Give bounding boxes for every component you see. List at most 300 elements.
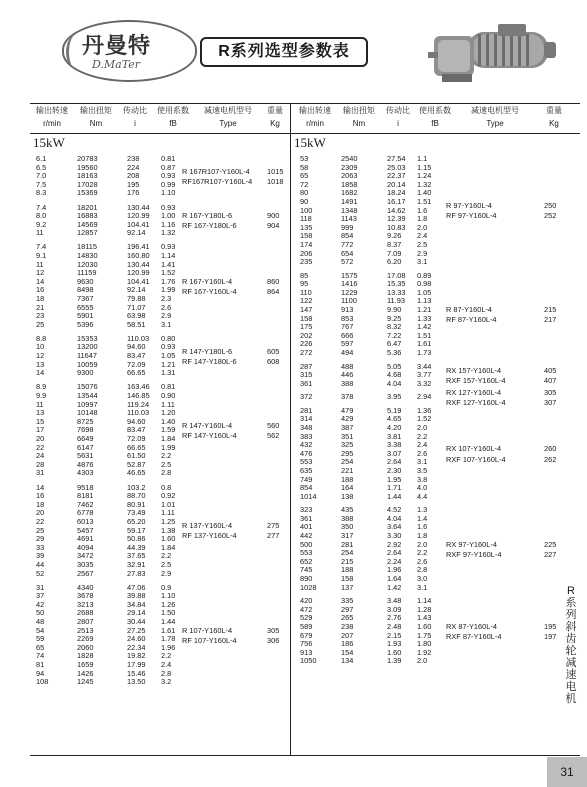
spec-group	[30, 204, 290, 238]
right-table-body	[291, 134, 580, 756]
speed-cell: 235	[300, 257, 313, 267]
table-row	[30, 383, 290, 392]
torque-cell: 3035	[77, 559, 94, 569]
torque-cell: 8181	[77, 491, 94, 501]
speed-cell: 372	[300, 392, 313, 402]
table-row	[30, 369, 290, 378]
speed-cell: 8.0	[36, 211, 47, 221]
table-row	[30, 627, 290, 636]
table-row	[291, 558, 580, 567]
col-factor	[415, 106, 455, 129]
motor-type: R 97-Y160L-4	[446, 201, 493, 211]
ratio-cell: 22.37	[387, 171, 406, 181]
col-ratio-unit: i	[397, 119, 399, 128]
ratio-cell: 110.03	[127, 408, 150, 418]
torque-cell: 1659	[77, 659, 94, 669]
torque-cell: 6147	[77, 442, 94, 452]
speed-cell: 745	[300, 565, 313, 575]
speed-cell: 110	[300, 287, 312, 297]
speed-cell: 20	[36, 433, 45, 443]
speed-cell: 39	[36, 551, 45, 561]
spec-group	[30, 383, 290, 478]
factor-cell: 1.60	[417, 621, 432, 631]
factor-cell: 1.50	[161, 608, 176, 618]
torque-cell: 4340	[77, 582, 94, 592]
speed-cell: 122	[300, 296, 313, 306]
speed-cell: 50	[36, 608, 45, 618]
speed-cell: 315	[300, 370, 313, 380]
factor-cell: 1.26	[161, 599, 176, 609]
ratio-cell: 2.92	[387, 539, 402, 549]
factor-cell: 1.20	[161, 408, 176, 418]
table-row	[30, 661, 290, 670]
factor-cell: 1.14	[161, 250, 176, 260]
motor-type: RF 137-Y160L-4	[182, 531, 237, 541]
motor-type: RXF 97-Y160L-4	[446, 549, 502, 559]
factor-cell: 1.6	[417, 522, 428, 532]
table-row	[291, 272, 580, 281]
torque-cell: 10148	[77, 408, 98, 418]
factor-cell: 1.99	[161, 285, 176, 295]
speed-cell: 16	[36, 491, 45, 501]
torque-cell: 3213	[77, 599, 94, 609]
factor-cell: 1.21	[417, 305, 432, 315]
factor-cell: 1.76	[161, 276, 176, 286]
col-weight	[262, 106, 288, 129]
factor-cell: 0.9	[161, 582, 172, 592]
motor-weight: 195	[544, 621, 557, 631]
ratio-cell: 7.22	[387, 330, 402, 340]
torque-cell: 1682	[341, 188, 358, 198]
table-row	[30, 469, 290, 478]
motor-type: RF 147-Y160L-4	[182, 431, 237, 441]
factor-cell: 0.99	[161, 179, 176, 189]
speed-cell: 74	[36, 651, 45, 661]
ratio-cell: 14.62	[387, 205, 406, 215]
table-row	[30, 155, 290, 164]
ratio-cell: 2.64	[387, 457, 402, 467]
torque-cell: 18201	[77, 202, 98, 212]
ratio-cell: 4.52	[387, 505, 402, 515]
table-row	[291, 649, 580, 658]
ratio-cell: 27.54	[387, 154, 406, 163]
motor-type: RXF 107-Y160L-4	[446, 454, 506, 464]
col-ratio-unit: i	[134, 119, 136, 128]
table-row	[30, 426, 290, 435]
ratio-cell: 104.41	[127, 276, 150, 286]
ratio-cell: 59.17	[127, 525, 146, 535]
torque-cell: 854	[341, 231, 354, 241]
table-row	[30, 444, 290, 453]
speed-cell: 11	[36, 259, 44, 269]
table-row	[291, 415, 580, 424]
ratio-cell: 4.20	[387, 422, 402, 432]
ratio-cell: 39.88	[127, 591, 146, 601]
speed-cell: 90	[300, 197, 309, 206]
ratio-cell: 1.44	[387, 491, 402, 501]
ratio-cell: 83.47	[127, 425, 146, 435]
motor-type: RF 167-Y160L-4	[182, 286, 237, 296]
col-weight-unit: Kg	[270, 119, 280, 128]
ratio-cell: 195	[127, 179, 140, 189]
torque-cell: 1426	[77, 668, 94, 678]
motor-type: R 107-Y160L-4	[182, 625, 233, 635]
factor-cell: 1.60	[161, 534, 176, 544]
ratio-cell: 103.2	[127, 482, 146, 492]
speed-cell: 44	[36, 559, 45, 569]
torque-cell: 654	[341, 248, 354, 258]
motor-weight: 305	[267, 625, 280, 635]
ratio-cell: 110.03	[127, 333, 150, 343]
speed-cell: 281	[300, 405, 313, 415]
table-row	[30, 335, 290, 344]
speed-cell: 652	[300, 556, 313, 566]
table-row	[30, 461, 290, 470]
motor-weight: 1018	[267, 177, 284, 186]
ratio-cell: 196.41	[127, 242, 150, 252]
table-row	[291, 181, 580, 190]
table-row	[30, 644, 290, 653]
torque-cell: 4094	[77, 542, 94, 552]
motor-weight: 860	[267, 276, 280, 286]
ratio-cell: 163.46	[127, 382, 150, 392]
speed-cell: 361	[300, 513, 313, 523]
ratio-cell: 238	[127, 154, 140, 163]
ratio-cell: 146.85	[127, 390, 150, 400]
table-row	[291, 332, 580, 341]
motor-weight: 275	[267, 521, 280, 531]
torque-cell: 14569	[77, 219, 98, 229]
torque-cell: 772	[341, 240, 354, 249]
speed-cell: 59	[36, 634, 45, 644]
factor-cell: 2.2	[161, 451, 172, 461]
ratio-cell: 13.50	[127, 677, 146, 687]
motor-type: R 137-Y160L-4	[182, 521, 233, 531]
speed-cell: 432	[300, 440, 313, 450]
factor-cell: 0.93	[161, 202, 176, 212]
torque-cell: 1348	[341, 205, 358, 215]
speed-cell: 553	[300, 548, 313, 558]
speed-cell: 175	[300, 322, 313, 332]
factor-cell: 1.11	[161, 508, 175, 518]
factor-cell: 1.40	[161, 416, 176, 426]
factor-cell: 0.8	[161, 482, 172, 492]
torque-cell: 2063	[341, 171, 358, 181]
table-row	[30, 435, 290, 444]
table-row	[30, 652, 290, 661]
torque-cell: 16883	[77, 211, 98, 221]
ratio-cell: 160.80	[127, 250, 150, 260]
torque-cell: 14830	[77, 250, 98, 260]
speed-cell: 23	[36, 311, 45, 321]
torque-cell: 1229	[341, 287, 358, 297]
torque-cell: 2540	[341, 154, 358, 163]
factor-cell: 0.92	[161, 491, 176, 501]
factor-cell: 0.98	[417, 279, 432, 289]
table-row	[291, 484, 580, 493]
factor-cell: 3.1	[417, 257, 428, 267]
table-row	[30, 452, 290, 461]
page-title: R系列选型参数表	[200, 37, 368, 67]
table-row	[291, 306, 580, 315]
speed-cell: 20	[36, 508, 45, 518]
ratio-cell: 29.14	[127, 608, 146, 618]
torque-cell: 2688	[77, 608, 94, 618]
motor-weight: 215	[544, 305, 557, 315]
torque-cell: 5396	[77, 319, 94, 329]
torque-cell: 8725	[77, 416, 94, 426]
ratio-cell: 3.38	[387, 440, 402, 450]
torque-cell: 597	[341, 339, 354, 349]
factor-cell: 1.32	[161, 228, 176, 238]
ratio-cell: 46.65	[127, 468, 146, 478]
torque-cell: 138	[341, 491, 354, 501]
ratio-cell: 27.25	[127, 625, 146, 635]
col-speed	[32, 106, 72, 129]
speed-cell: 22	[36, 516, 45, 526]
torque-cell: 1575	[341, 270, 358, 280]
factor-cell: 1.51	[417, 197, 432, 206]
torque-cell: 5457	[77, 525, 94, 535]
ratio-cell: 2.76	[387, 613, 402, 623]
speed-cell: 15	[36, 416, 45, 426]
ratio-cell: 9.90	[387, 305, 402, 315]
ratio-cell: 30.44	[127, 616, 146, 626]
factor-cell: 2.6	[417, 556, 428, 566]
factor-cell: 0.93	[161, 342, 176, 352]
motor-weight: 217	[544, 315, 557, 325]
speed-cell: 10	[36, 342, 45, 352]
motor-type: RXF 157-Y160L-4	[446, 375, 506, 385]
speed-cell: 174	[300, 240, 313, 249]
col-speed-unit: r/min	[43, 119, 61, 128]
speed-cell: 25	[36, 525, 45, 535]
factor-cell: 3.1	[417, 582, 428, 592]
speed-cell: 28	[36, 459, 45, 469]
speed-cell: 314	[300, 414, 313, 424]
motor-type: R 167R107-Y160L-4	[182, 166, 250, 176]
speed-cell: 476	[300, 448, 313, 458]
ratio-cell: 20.14	[387, 179, 406, 189]
ratio-cell: 17.99	[127, 659, 146, 669]
col-type	[463, 106, 527, 129]
factor-cell: 1.96	[161, 642, 176, 652]
table-row	[291, 441, 580, 450]
speed-cell: 7.4	[36, 242, 47, 252]
factor-cell: 1.13	[417, 296, 432, 306]
motor-type: R 147-Y180L-6	[182, 346, 233, 356]
torque-cell: 2060	[77, 642, 94, 652]
motor-type: RX 97-Y160L-4	[446, 539, 497, 549]
torque-cell: 10997	[77, 399, 98, 409]
ratio-cell: 15.46	[127, 668, 146, 678]
spec-group	[30, 484, 290, 579]
speed-cell: 272	[300, 348, 313, 358]
table-row	[291, 532, 580, 541]
table-row	[30, 189, 290, 198]
table-row	[291, 515, 580, 524]
left-table-body	[30, 134, 290, 756]
torque-cell: 254	[341, 457, 354, 467]
factor-cell: 3.32	[417, 378, 432, 388]
motor-type: RF167R107-Y160L-4	[182, 177, 253, 186]
torque-cell: 335	[341, 596, 354, 606]
speed-cell: 21	[36, 302, 45, 312]
table-row	[30, 518, 290, 527]
factor-cell: 1.3	[417, 505, 428, 515]
col-type-label: 减速电机型号	[471, 106, 519, 115]
torque-cell: 18163	[77, 171, 98, 181]
torque-cell: 10059	[77, 359, 98, 369]
table-row	[291, 597, 580, 606]
speed-cell: 854	[300, 483, 313, 493]
torque-cell: 254	[341, 548, 354, 558]
page-number: 31	[547, 757, 587, 787]
ratio-cell: 119.24	[127, 399, 150, 409]
torque-cell: 767	[341, 322, 354, 332]
factor-cell: 1.11	[161, 399, 175, 409]
spec-group	[291, 363, 580, 389]
motor-weight: 305	[544, 388, 557, 397]
table-row	[291, 241, 580, 250]
ratio-cell: 1.39	[387, 656, 402, 666]
torque-cell: 1491	[341, 197, 358, 206]
factor-cell: 1.84	[161, 542, 176, 552]
torque-cell: 388	[341, 378, 354, 388]
ratio-cell: 120.99	[127, 211, 150, 221]
table-row	[30, 501, 290, 510]
ratio-cell: 92.14	[127, 228, 146, 238]
table-row	[291, 380, 580, 389]
torque-cell: 7367	[77, 293, 94, 303]
speed-cell: 11	[36, 228, 44, 238]
motor-weight: 252	[544, 211, 557, 221]
factor-cell: 2.0	[417, 422, 428, 432]
speed-cell: 206	[300, 248, 313, 258]
speed-cell: 135	[300, 222, 313, 232]
speed-cell: 202	[300, 330, 313, 340]
motor-weight: 864	[267, 286, 280, 296]
factor-cell: 1.21	[161, 359, 176, 369]
factor-cell: 1.16	[161, 219, 176, 229]
torque-cell: 317	[341, 531, 354, 541]
factor-cell: 2.2	[417, 431, 428, 441]
table-row	[30, 584, 290, 593]
ratio-cell: 72.09	[127, 359, 146, 369]
torque-cell: 12857	[77, 228, 98, 238]
torque-cell: 265	[341, 613, 354, 623]
ratio-cell: 1.42	[387, 582, 402, 592]
brand-logo	[62, 20, 197, 82]
speed-cell: 13	[36, 408, 45, 418]
torque-cell: 297	[341, 604, 354, 614]
speed-cell: 25	[36, 319, 45, 329]
ratio-cell: 2.15	[387, 630, 402, 640]
ratio-cell: 52.87	[127, 459, 146, 469]
ratio-cell: 66.65	[127, 442, 146, 452]
table-row	[291, 575, 580, 584]
motor-weight: 605	[267, 346, 280, 356]
torque-cell: 1828	[77, 651, 94, 661]
factor-cell: 1.43	[417, 613, 432, 623]
torque-cell: 17028	[77, 179, 98, 189]
ratio-cell: 92.14	[127, 285, 146, 295]
speed-cell: 472	[300, 604, 313, 614]
torque-cell: 281	[341, 539, 354, 549]
factor-cell: 1.01	[161, 499, 176, 509]
factor-cell: 1.80	[417, 639, 432, 649]
torque-cell: 221	[341, 465, 354, 475]
table-row	[291, 232, 580, 241]
ratio-cell: 61.50	[127, 451, 146, 461]
motor-type: RX 87-Y160L-4	[446, 621, 497, 631]
factor-cell: 2.0	[417, 656, 428, 666]
torque-cell: 2513	[77, 625, 94, 635]
speed-cell: 8.8	[36, 333, 47, 343]
table-row	[291, 541, 580, 550]
factor-cell: 0.93	[161, 171, 176, 181]
torque-cell: 9300	[77, 368, 94, 378]
ratio-cell: 24.60	[127, 634, 146, 644]
speed-cell: 7.5	[36, 179, 47, 189]
table-row	[30, 269, 290, 278]
table-row	[30, 592, 290, 601]
torque-cell: 3472	[77, 551, 94, 561]
torque-cell: 494	[341, 348, 354, 358]
speed-cell: 6.5	[36, 162, 47, 172]
factor-cell: 1.28	[417, 604, 432, 614]
table-row	[291, 250, 580, 259]
speed-cell: 500	[300, 539, 313, 549]
spec-group	[291, 407, 580, 502]
ratio-cell: 10.83	[387, 222, 406, 232]
ratio-cell: 2.24	[387, 556, 402, 566]
motor-weight: 900	[267, 211, 280, 221]
factor-cell: 1.92	[417, 647, 432, 657]
speed-cell: 52	[36, 568, 45, 578]
torque-cell: 207	[341, 630, 354, 640]
factor-cell: 3.2	[161, 677, 172, 687]
col-factor	[153, 106, 193, 129]
factor-cell: 3.0	[417, 574, 428, 584]
col-ratio-label: 传动比	[123, 106, 147, 115]
torque-cell: 295	[341, 448, 354, 458]
speed-cell: 756	[300, 639, 313, 649]
table-row	[291, 623, 580, 632]
speed-cell: 12	[36, 351, 45, 361]
torque-cell: 2269	[77, 634, 94, 644]
col-ratio-label: 传动比	[386, 106, 410, 115]
speed-cell: 18	[36, 499, 45, 509]
spec-group	[30, 584, 290, 687]
speed-cell: 1028	[300, 582, 317, 592]
motor-weight: 227	[544, 549, 557, 559]
table-row	[291, 198, 580, 207]
factor-cell: 0.90	[161, 390, 176, 400]
motor-weight: 225	[544, 539, 557, 549]
col-torque-unit: Nm	[352, 119, 366, 128]
speed-cell: 14	[36, 368, 45, 378]
torque-cell: 4876	[77, 459, 94, 469]
col-type-label: 减速电机型号	[204, 106, 252, 115]
torque-cell: 15353	[77, 333, 98, 343]
table-row	[291, 467, 580, 476]
col-torque	[76, 106, 116, 129]
torque-cell: 7462	[77, 499, 94, 509]
factor-cell: 1.75	[417, 630, 432, 640]
torque-cell: 188	[341, 474, 354, 484]
table-row	[291, 424, 580, 433]
